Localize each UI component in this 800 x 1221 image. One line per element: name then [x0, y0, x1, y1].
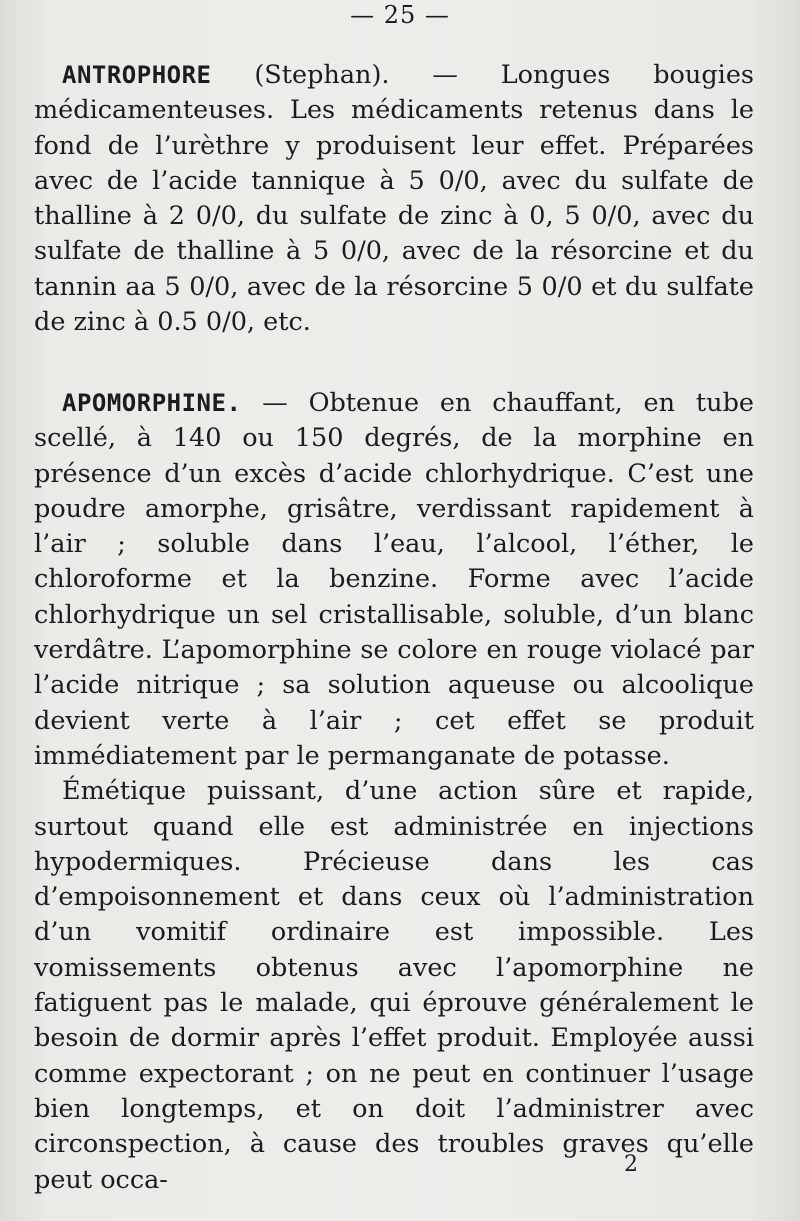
- entry-apomorphine: [34, 386, 754, 1198]
- entry-antrophore: [34, 58, 754, 340]
- entry-paragraph: [34, 58, 754, 340]
- entry-paragraph: [34, 386, 754, 774]
- page-number: — 25 —: [350, 1, 450, 29]
- entry-paragraph: Émétique puissant, d’une action sûre et rapide, surtout quand elle est administrée en injections hypodermiques. Précieuse dans les cas d’empoisonnement et dans ceux où l’administration d’un vomitif ordinaire est impossible. Les vomissements obtenus avec l’apomorphine ne fatiguent pas le malade, qui éprouve généralement le besoin de dormir après l’effet produit. Employée aussi comme expectorant ; on ne peut en continuer l’usage bien longtemps, et on doit l’administrer avec circonspection, à cause des troubles graves qu’elle peut occa-: [34, 776, 754, 1195]
- headword-antrophore: ANTROPHORE: [62, 61, 212, 89]
- headword-apomorphine: APOMORPHINE.: [62, 389, 242, 417]
- signature-mark: 2: [624, 1152, 638, 1177]
- entry-text: — Obtenue en chauffant, en tube scellé, à 140 ou 150 degrés, de la morphine en présence d’un excès d’acide chlorhydrique. C’est une poudre amorphe, grisâtre, verdissant rapidement à l’air ; soluble dans l’eau, l’alcool, l’éther, le chloroforme et la benzine. Forme avec l’acide chlorhydrique un sel cristallisable, soluble, d’un blanc verdâtre. L’apomorphine se colore en rouge violacé par l’acide nitrique ; sa solution aqueuse ou alcoolique devient verte à l’air ; cet effet se produit immédiatement par le permanganate de potasse.: [34, 388, 754, 771]
- entry-text: (Stephan). — Longues bougies médicamenteuses. Les médicaments retenus dans le fond de l’urèthre y produisent leur effet. Préparées avec de l’acide tannique à 5 0/0, avec du sulfate de thalline à 2 0/0, du sulfate de zinc à 0, 5 0/0, avec du sulfate de thalline à 5 0/0, avec de la résorcine et du tannin aa 5 0/0, avec de la résorcine 5 0/0 et du sulfate de zinc à 0.5 0/0, etc.: [34, 60, 754, 338]
